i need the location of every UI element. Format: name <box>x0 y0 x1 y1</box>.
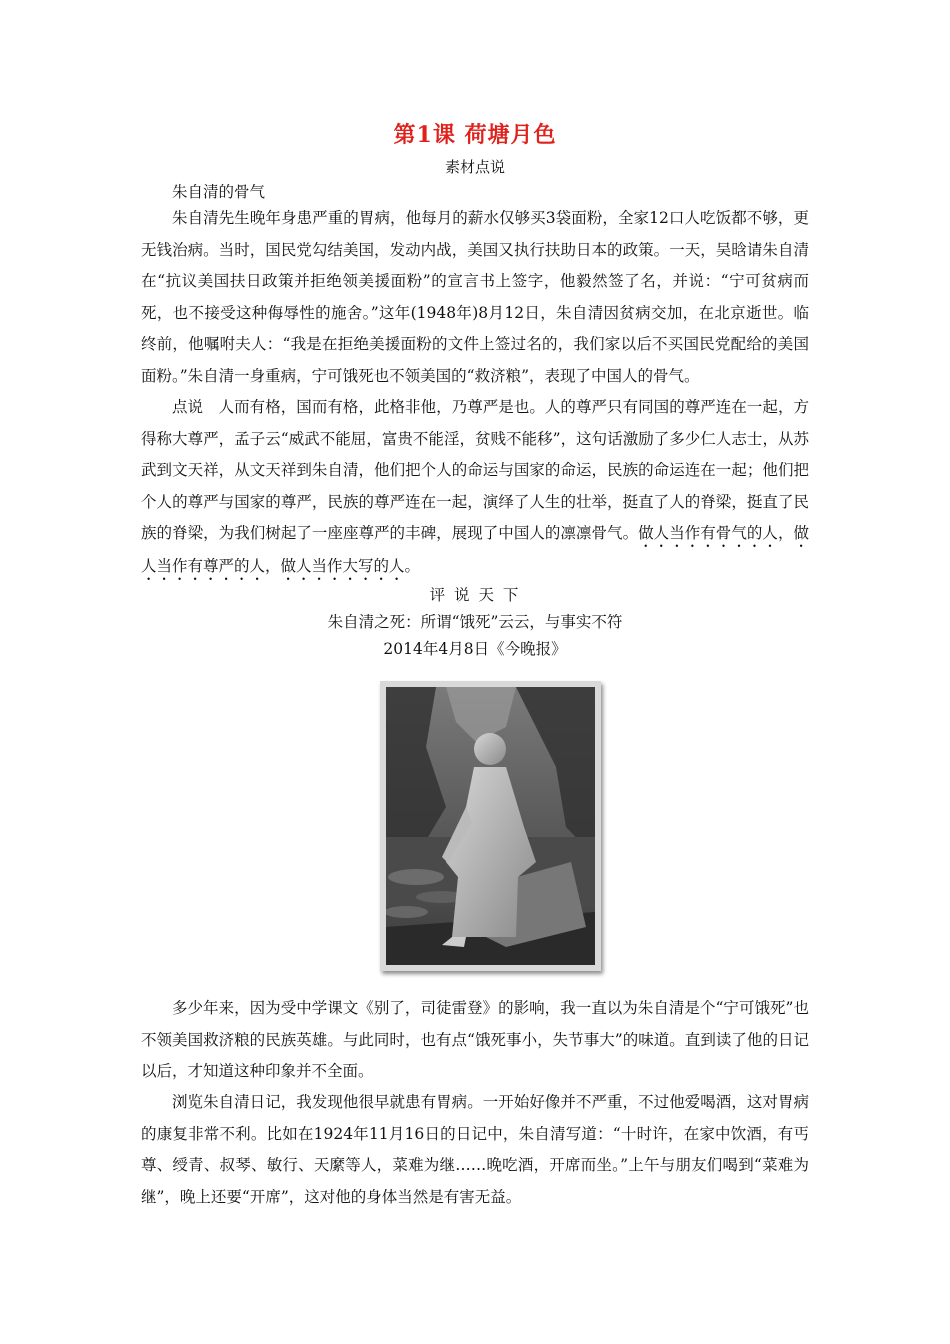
statue-photo-image <box>386 687 595 965</box>
article-title: 朱自清之死：所谓“饿死”云云，与事实不符 <box>327 613 623 631</box>
statue-photo <box>380 681 601 971</box>
commentary-emphasis: 做人当作有骨气的人，做人当作有尊严的人，做人当作大写的人。 <box>141 524 809 575</box>
commentary-text: 点说 人而有格，国而有格，此格非他，乃尊严是也。人的尊严只有同国的尊严连在一起，方得称大尊严，孟子云“威武不能屈，富贵不能淫，贫贱不能移”，这句话激励了多少仁人志士，从苏武到文天祥，从文天祥到朱自清，他们把个人的命运与国家的命运，民族的命运连在一起；他们把个人的尊严与国家的尊严，民族的尊严连在一起，演绎了人生的壮举，挺直了人的脊梁，挺直了民族的脊梁，为我们树起了一座座尊严的丰碑，展现了中国人的凛凛骨气。 <box>141 398 809 542</box>
commentary-paragraph <box>141 392 809 584</box>
section1-heading: 朱自清的骨气 <box>172 183 266 201</box>
section-subtitle: 素材点说 <box>444 158 505 176</box>
story-paragraph: 朱自清先生晚年身患严重的胃病，他每月的薪水仅够买3袋面粉，全家12口人吃饭都不够，更无钱治病。当时，国民党勾结美国，发动内战，美国又执行扶助日本的政策。一天，吴晗请朱自清在“抗议美国扶日政策并拒绝领美援面粉”的宣言书上签字，他毅然签了名，并说：“宁可贫病而死，也不接受这种侮辱性的施舍。”这年(1948年)8月12日，朱自清因贫病交加，在北京逝世。临终前，他嘱咐夫人：“我是在拒绝美援面粉的文件上签过名的，我们家以后不买国民党配给的美国面粉。”朱自清一身重病，宁可饿死也不领美国的“救济粮”，表现了中国人的骨气。 <box>141 209 809 385</box>
section2-heading: 评 说 天 下 <box>429 586 521 604</box>
article-source: 2014年4月8日《今晚报》 <box>383 640 567 658</box>
article-paragraph-2: 浏览朱自清日记，我发现他很早就患有胃病。一开始好像并不严重，不过他爱喝酒，这对胃病的康复非常不利。比如在1924年11月16日的日记中，朱自清写道：“十时许，在家中饮酒，有丐尊、绶青、叔琴、敏行、天縻等人，菜难为继……晚吃酒，开席而坐。”上午与朋友们喝到“菜难为继”，晚上还要“开席”，这对他的身体当然是有害无益。 <box>141 1093 809 1206</box>
article-paragraph-1: 多少年来，因为受中学课文《别了，司徒雷登》的影响，我一直以为朱自清是个“宁可饿死”也不领美国救济粮的民族英雄。与此同时，也有点“饿死事小，失节事大”的味道。直到读了他的日记以后，才知道这种印象并不全面。 <box>141 999 809 1080</box>
lesson-title: 第1课 荷塘月色 <box>393 122 557 148</box>
